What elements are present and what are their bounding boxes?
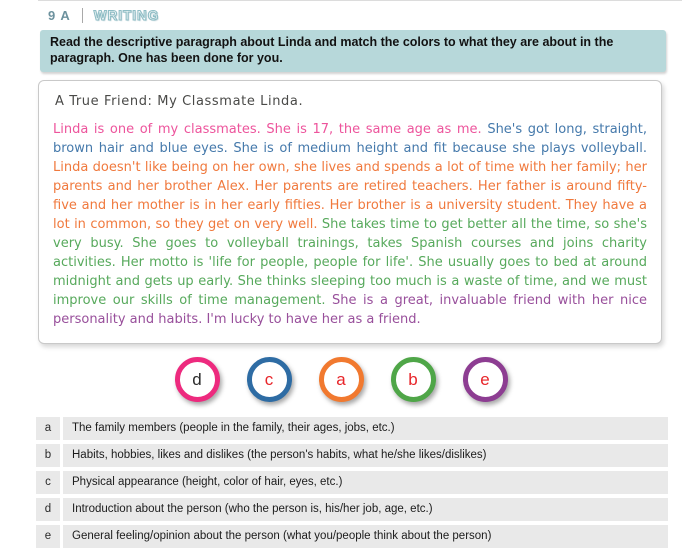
header-divider [82,8,83,23]
answer-circle-green[interactable] [391,357,436,402]
answer-circles [0,357,682,402]
legend-letter: d [36,498,60,521]
section-label: WRITING [93,7,160,23]
legend-row-b [36,444,668,467]
legend-letter: a [36,417,60,440]
answer-circle-purple[interactable] [463,357,508,402]
top-rule [38,0,682,1]
legend-row-e [36,525,668,548]
page-header [0,0,682,28]
answer-letter: e [480,370,490,389]
answer-letter: d [192,370,202,389]
answer-circle-orange[interactable] [319,357,364,402]
answer-letter: c [264,370,274,389]
passage-text [53,120,647,329]
answer-circle-blue[interactable] [247,357,292,402]
passage-card [38,80,662,344]
legend-letter: b [36,444,60,467]
legend-row-a [36,417,668,440]
legend-letter: c [36,471,60,494]
passage-segment-purple: She is a great, invaluable friend with her nice personality and habits. I'm lucky to have her as a friend. [53,293,648,327]
answer-letter: a [336,370,346,389]
legend-text: The family members (people in the family, their ages, jobs, etc.) [63,417,668,440]
passage-title: A True Friend: My Classmate Linda. [55,94,304,109]
legend-letter: e [36,525,60,548]
unit-label: 9 A [48,7,71,23]
passage-segment-green: She takes time to get better all the time, so she's very busy. She goes to volleyball trainings, takes Spanish courses and joins charity activities. Her motto is 'life for people, people for life'. She usually goes to bed at around midnight and gets up early. She thinks sleeping too much is a waste of time, and we must improve our skills of time management. [53,217,647,308]
legend-table [36,417,668,548]
legend-text: Introduction about the person (who the person is, his/her job, age, etc.) [63,498,668,521]
legend-row-c [36,471,668,494]
answer-circle-pink[interactable] [175,357,220,402]
passage-segment-blue: She's got long, straight, brown hair and blue eyes. She is of medium height and fit because she plays volleyball. [53,122,647,156]
passage-segment-pink: Linda is one of my classmates. She is 17, the same age as me. [53,122,488,137]
answer-letter: b [408,370,418,389]
instruction-box: Read the descriptive paragraph about Linda and match the colors to what they are about in the paragraph. One has been done for you. [40,30,666,72]
passage-segment-orange: Linda doesn't like being on her own, she lives and spends a lot of time with her family; her parents and her brother Alex. Her parents are retired teachers. Her father is around fifty-five and her mother is in her early fifties. Her brother is a university student. They have a lot in common, so they get on very well. [53,160,647,232]
legend-row-d [36,498,668,521]
legend-text: Physical appearance (height, color of hair, eyes, etc.) [63,471,668,494]
legend-text: General feeling/opinion about the person (what you/people think about the person) [63,525,668,548]
legend-text: Habits, hobbies, likes and dislikes (the person's habits, what he/she likes/dislikes) [63,444,668,467]
